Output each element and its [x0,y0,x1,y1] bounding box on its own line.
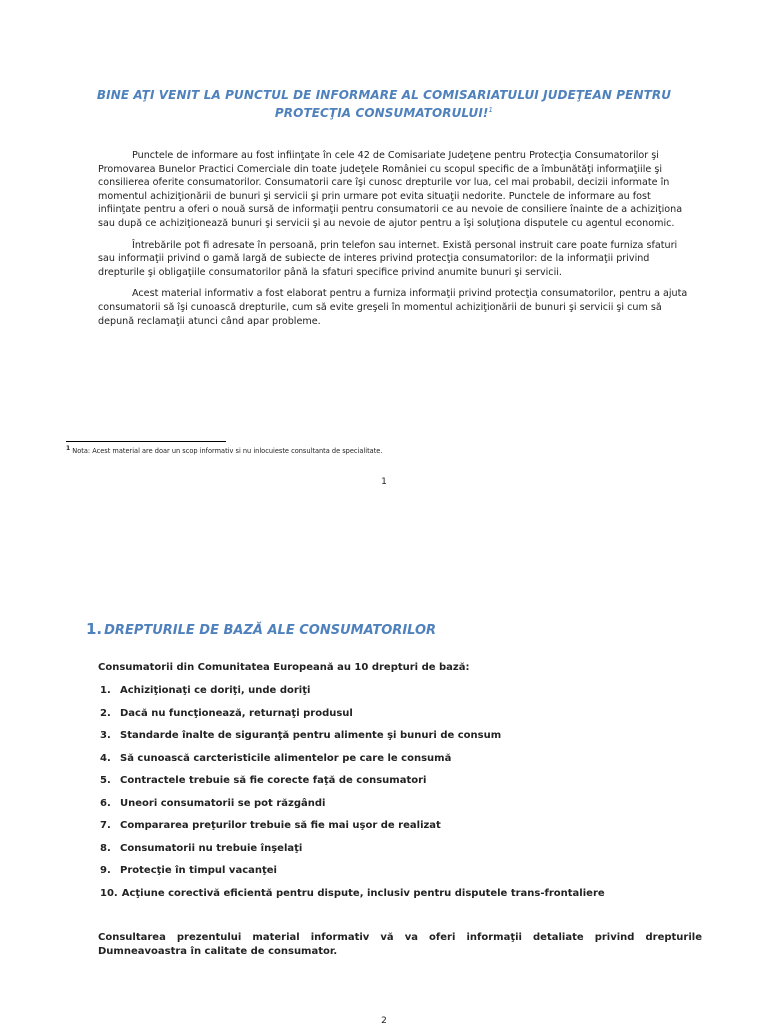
paragraph-1: Punctele de informare au fost infiinţate în cele 42 de Comisariate Judeţene pentru Protecţia Consumatorilor şi Promovarea Bunelor Practici Comerciale din toate judeţele României cu scopul specific de a îmbunătăţi informaţiile şi consilierea oferite consumatorilor. Consumatorii care îşi cunosc drepturile vor lua, cel mai probabil, decizii informate în momentul achiziţionării de bunuri şi servicii şi prin urmare pot evita situaţii nedorite. Punctele de informare au fost infiinţate pentru a oferi o nouă sursă de informaţii pentru consumatorii ce au nevoie de consiliere înainte de a achiziţiona sau după ce achiziţionează bunuri şi servicii şi au nevoie de ajutor pentru a îşi soluţiona disputele cu agentul economic. [98,150,683,229]
rights-intro: Consumatorii din Comunitatea Europeană au 10 drepturi de bază: [98,662,470,673]
section-number: 1. [86,620,103,638]
list-item-text: Dacă nu funcţionează, returnaţi produsul [120,707,353,719]
section-heading-text: DREPTURILE DE BAZĂ ALE CONSUMATORILOR [104,623,437,638]
intro-body [98,149,688,336]
list-item [100,797,700,820]
list-item-text: Acţiune corectivă eficientă pentru dispute, inclusiv pentru disputele trans-frontaliere [121,887,605,899]
footnote [66,445,382,455]
page-title [90,88,678,121]
rights-list [100,684,700,909]
list-item [100,887,700,910]
list-item [100,752,700,775]
list-item-number: 2. [100,707,111,719]
list-item-text: Contractele trebuie să fie corecte faţă de consumatori [120,775,427,786]
paragraph-2: Întrebările pot fi adresate în persoană, prin telefon sau internet. Există personal instruit care poate furniza sfaturi sau informaţii privind o gamă largă de subiecte de interes privind protecţia consumatorilor: de la informaţii privind drepturile şi obligaţiile consumatorilor până la sfaturi specifice privind anumite bunuri şi servicii. [98,239,678,278]
list-item-text: Achiziţionaţi ce doriţi, unde doriţi [120,685,311,696]
list-item-number: 8. [100,842,111,854]
list-item-text: Compararea preţurilor trebuie să fie mai uşor de realizat [120,820,441,831]
footnote-marker: 1 [66,445,71,452]
list-item [100,729,700,752]
list-item [100,707,700,730]
list-item-number: 6. [100,797,111,809]
list-item [100,842,700,865]
list-item-number: 9. [100,865,111,876]
list-item [100,774,700,797]
list-item-number: 4. [100,752,111,764]
list-item-text: Protecţie în timpul vacanţei [120,865,277,876]
list-item-text: Să cunoască carcteristicile alimentelor pe care le consumă [120,752,452,764]
list-item-text: Consumatorii nu trebuie înşelaţi [120,842,303,854]
list-item-text: Uneori consumatorii se pot răzgândi [120,797,326,809]
list-item [100,684,700,707]
list-item [100,819,700,842]
list-item-number: 10. [100,887,118,899]
list-item-number: 7. [100,820,111,831]
footnote-text: Nota: Acest material are doar un scop informativ si nu inlocuieste consultanta de specialitate. [72,447,383,456]
title-footnote-marker: 1 [488,106,494,114]
list-item-text: Standarde înalte de siguranţă pentru alimente şi bunuri de consum [120,730,502,741]
document-page-2 [0,560,768,1024]
list-item-number: 5. [100,775,111,786]
page-number: 2 [381,1016,387,1026]
closing-paragraph: Consultarea prezentului material informativ vă va oferi informaţii detaliate privind drepturile Dumneavoastra în calitate de consumator. [98,932,702,957]
section-heading [86,620,436,638]
list-item-number: 1. [100,685,111,696]
list-item-number: 3. [100,730,111,741]
footnote-separator [66,441,226,442]
paragraph-3: Acest material informativ a fost elaborat pentru a furniza informaţii privind protecţia consumatorilor, pentru a ajuta consumatorii să îşi cunoască drepturile, cum să evite greşeli în momentul achiziţionării de bunuri şi servicii şi cum să depună reclamaţii atunci când apar probleme. [98,288,688,327]
page-number: 1 [381,477,387,487]
title-text: BINE AŢI VENIT LA PUNCTUL DE INFORMARE AL COMISARIATULUI JUDEŢEAN PENTRU PROTECŢIA CONSUMATORULUI! [96,88,672,120]
list-item [100,864,700,887]
